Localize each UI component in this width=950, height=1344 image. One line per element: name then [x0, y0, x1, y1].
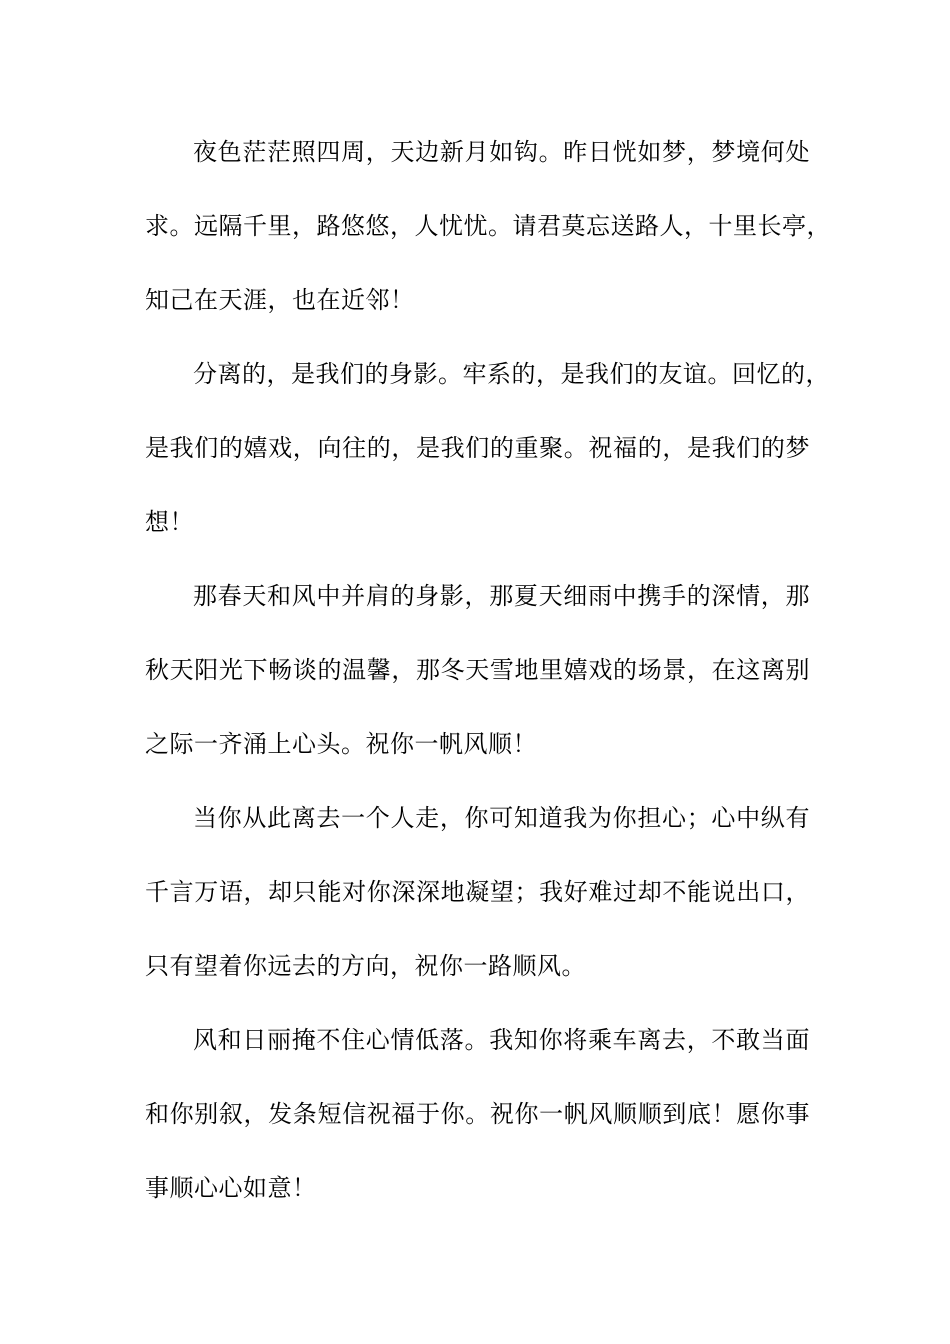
paragraph-line: 分离的，是我们的身影。牢系的，是我们的友谊。回忆的，: [193, 360, 830, 388]
paragraph-line: 那春天和风中并肩的身影，那夏天细雨中携手的深情，那: [193, 582, 810, 610]
paragraph-line: 是我们的嬉戏，向往的，是我们的重聚。祝福的，是我们的梦: [145, 434, 810, 462]
paragraph-line: 夜色茫茫照四周，天边新月如钩。昨日恍如梦，梦境何处: [193, 138, 810, 166]
paragraph-1: [145, 115, 831, 337]
paragraph-line: 求。远隔千里，路悠悠，人忧忧。请君莫忘送路人，十里长亭，: [145, 212, 831, 240]
paragraph-4: [145, 781, 810, 1003]
paragraph-line: 知己在天涯，也在近邻！: [145, 286, 415, 314]
paragraph-5: [145, 1003, 810, 1225]
paragraph-line: 之际一齐涌上心头。祝你一帆风顺！: [145, 730, 537, 758]
document-body: [145, 115, 831, 1225]
paragraph-line: 只有望着你远去的方向，祝你一路顺风。: [145, 952, 586, 980]
paragraph-line: 风和日丽掩不住心情低落。我知你将乘车离去，不敢当面: [193, 1026, 810, 1054]
paragraph-2: [145, 337, 830, 559]
paragraph-3: [145, 559, 810, 781]
paragraph-line: 当你从此离去一个人走，你可知道我为你担心；心中纵有: [193, 804, 810, 832]
paragraph-line: 想！: [145, 508, 194, 536]
paragraph-line: 事顺心心如意！: [145, 1174, 317, 1202]
paragraph-line: 千言万语，却只能对你深深地凝望；我好难过却不能说出口，: [145, 878, 810, 906]
paragraph-line: 秋天阳光下畅谈的温馨，那冬天雪地里嬉戏的场景，在这离别: [145, 656, 810, 684]
paragraph-line: 和你别叙，发条短信祝福于你。祝你一帆风顺顺到底！愿你事: [145, 1100, 810, 1128]
